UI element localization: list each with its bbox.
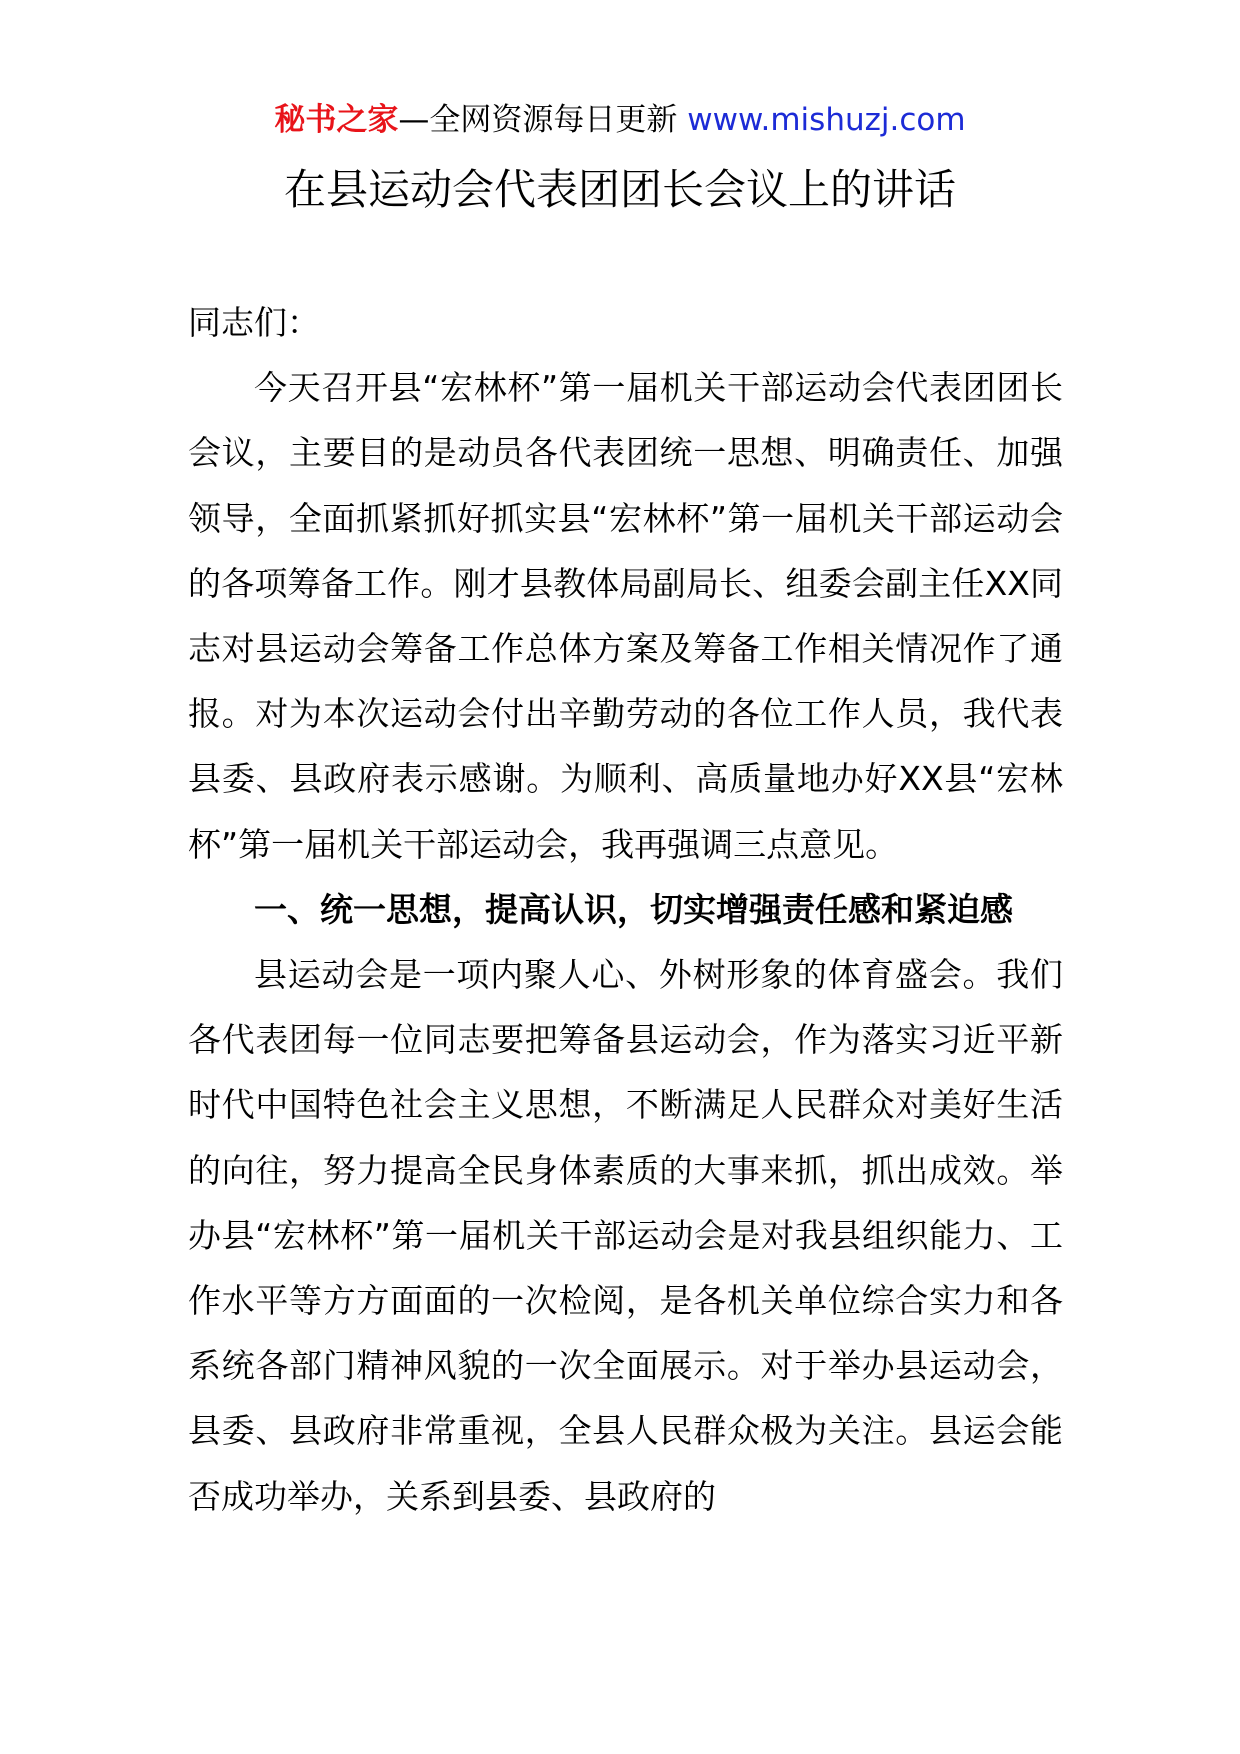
site-name: 秘书之家 [274,102,399,138]
site-tagline: —全网资源每日更新 [398,102,678,138]
body-paragraph: 县运动会是一项内聚人心、外树形象的体育盛会。我们各代表团每一位同志要把筹备县运动会，作为落实习近平新时代中国特色社会主义思想，不断满足人民群众对美好生活的向往，努力提高全民身体素质的大事来抓，抓出成效。举办县“宏林杯”第一届机关干部运动会是对我县组织能力、工作水平等方方面面的一次检阅，是各机关单位综合实力和各系统各部门精神风貌的一次全面展示。对于举办县运动会，县委、县政府非常重视，全县人民群众极为关注。县运会能否成功举办，关系到县委、县政府的 [188,955,1063,1516]
site-header [0,98,1240,142]
document-title: 在县运动会代表团团长会议上的讲话 [283,165,956,214]
salutation: 同志们： [188,303,320,342]
section-heading: 一、统一思想，提高认识，切实增强责任感和紧迫感 [254,889,1013,929]
document-body [188,290,1063,1529]
body-paragraph: 今天召开县“宏林杯”第一届机关干部运动会代表团团长会议，主要目的是动员各代表团统一思想、明确责任、加强领导，全面抓紧抓好抓实县“宏林杯”第一届机关干部运动会的各项筹备工作。刚才县教体局副局长、组委会副主任XX同志对县运动会筹备工作总体方案及筹备工作相关情况作了通报。对为本次运动会付出辛勤劳动的各位工作人员，我代表县委、县政府表示感谢。为顺利、高质量地办好XX县“宏林杯”第一届机关干部运动会，我再强调三点意见。 [188,368,1063,864]
site-url-link[interactable]: www.mishuzj.com [687,102,966,138]
